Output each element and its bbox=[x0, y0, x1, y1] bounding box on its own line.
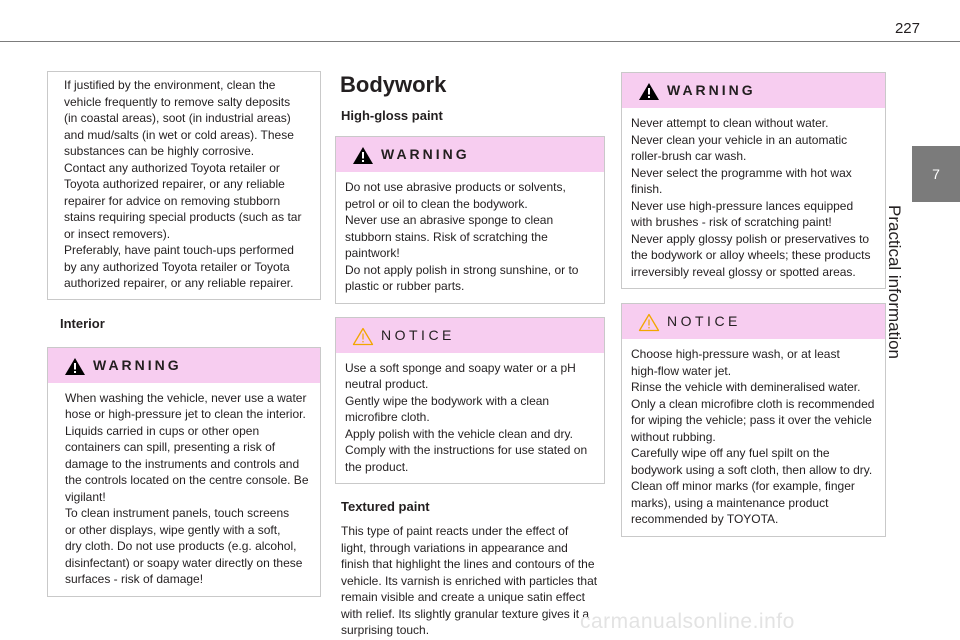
text-line: for wiping the vehicle; pass it over the vehicle bbox=[631, 413, 872, 427]
text-line: surfaces - risk of damage! bbox=[65, 572, 204, 586]
text-line: vehicle. Its varnish is enriched with particles that bbox=[341, 573, 598, 588]
middle-column bbox=[335, 72, 605, 639]
notice-triangle-icon bbox=[638, 313, 660, 337]
text-line: repairer for advice on removing stubborn bbox=[64, 193, 281, 208]
text-line: or insect removers). bbox=[64, 226, 171, 241]
text-line: disinfectant) or soapy water directly on these bbox=[65, 555, 303, 570]
textured-paint-text bbox=[341, 523, 605, 639]
text-line: light, through variations in appearance and bbox=[341, 540, 568, 555]
text-line: substances can be highly corrosive. bbox=[64, 144, 255, 158]
text-line: Rinse the vehicle with demineralised water. bbox=[631, 380, 861, 394]
right-column bbox=[621, 72, 886, 537]
text-line: without rubbing. bbox=[631, 429, 716, 444]
text-line: vehicle frequently to remove salty deposits bbox=[64, 94, 291, 109]
notice-label: NOTICE bbox=[667, 313, 741, 329]
warning-text bbox=[622, 108, 885, 288]
text-line: Clean off minor marks (for example, finger bbox=[631, 479, 855, 493]
text-line: Never attempt to clean without water. bbox=[631, 116, 829, 130]
warning-header bbox=[48, 348, 320, 383]
header-rule bbox=[0, 41, 960, 42]
text-line: or other displays, wipe gently with a soft, bbox=[65, 522, 281, 537]
notice-header bbox=[336, 318, 604, 353]
chapter-tab[interactable] bbox=[912, 146, 960, 202]
text-line: Preferably, have paint touch-ups performed bbox=[64, 243, 294, 257]
text-line: bodywork using a soft cloth, then allow to dry. bbox=[631, 462, 873, 477]
warning-header bbox=[622, 73, 885, 108]
text-line: recommended by TOYOTA. bbox=[631, 512, 779, 526]
warning-header bbox=[336, 137, 604, 172]
text-line: Never select the programme with hot wax bbox=[631, 165, 852, 180]
warning-triangle-icon bbox=[352, 146, 374, 170]
text-line: and mud/salts (in wet or cold areas). These bbox=[64, 127, 294, 142]
text-line: Do not use abrasive products or solvents, bbox=[345, 180, 566, 194]
text-line: irreversibly reveal glossy or spotted areas. bbox=[631, 264, 856, 279]
text-line: If justified by the environment, clean the bbox=[64, 78, 276, 92]
chapter-title bbox=[885, 205, 928, 405]
bodywork-title: Bodywork bbox=[340, 72, 447, 97]
interior-heading: Interior bbox=[60, 315, 105, 331]
warning-triangle-icon bbox=[638, 82, 660, 106]
text-line: Gently wipe the bodywork with a clean bbox=[345, 393, 550, 408]
text-line: neutral product. bbox=[345, 377, 429, 391]
notice-header bbox=[622, 304, 885, 339]
text-line: surprising touch. bbox=[341, 623, 430, 637]
notice-text bbox=[622, 339, 885, 536]
text-line: Toyota authorized repairer, or any reliable bbox=[64, 177, 285, 191]
text-line: microfibre cloth. bbox=[345, 410, 430, 424]
warning-text bbox=[336, 172, 604, 303]
text-line: Liquids carried in cups or other open bbox=[65, 423, 260, 438]
text-line: roller-brush car wash. bbox=[631, 149, 747, 163]
text-line: Never clean your vehicle in an automatic bbox=[631, 132, 848, 147]
text-line: Contact any authorized Toyota retailer or bbox=[64, 160, 280, 175]
text-line: paintwork! bbox=[345, 246, 400, 260]
warning-triangle-icon bbox=[64, 357, 86, 381]
warning-label: WARNING bbox=[667, 82, 756, 98]
text-line: the product. bbox=[345, 459, 409, 474]
car-wash-notice-box bbox=[621, 303, 886, 537]
text-line: Never apply glossy polish or preservatives to bbox=[631, 231, 870, 246]
text-line: petrol or oil to clean the bodywork. bbox=[345, 196, 528, 211]
text-line: finish that highlight the lines and contours of the bbox=[341, 557, 595, 571]
car-wash-warning-box bbox=[621, 72, 886, 289]
warning-text bbox=[48, 383, 320, 596]
footer-watermark: carmanualsonline.info bbox=[580, 610, 795, 633]
text-line: remain visible and create a unique satin effect bbox=[341, 590, 585, 604]
bodywork-warning-box bbox=[335, 136, 605, 304]
text-line: Use a soft sponge and soapy water or a pH bbox=[345, 360, 576, 375]
text-line: with brushes - risk of scratching paint! bbox=[631, 215, 832, 229]
text-line: (in coastal areas), soot (in industrial areas) bbox=[64, 111, 291, 125]
text-line: When washing the vehicle, never use a water bbox=[65, 390, 307, 405]
text-line: dry cloth. Do not use products (e.g. alcohol, bbox=[65, 539, 297, 553]
text-line: This type of paint reacts under the effect of bbox=[341, 524, 569, 538]
page-number: 227 bbox=[894, 20, 920, 37]
text-line: Comply with the instructions for use stated on bbox=[345, 443, 588, 457]
cleaning-info-box bbox=[47, 71, 321, 300]
cleaning-info-text bbox=[48, 72, 320, 299]
notice-triangle-icon bbox=[352, 327, 374, 351]
interior-warning-box bbox=[47, 347, 321, 597]
text-line: Never use an abrasive sponge to clean bbox=[345, 213, 554, 227]
text-line: stubborn stains. Risk of scratching the bbox=[345, 229, 548, 244]
warning-label: WARNING bbox=[93, 356, 182, 373]
text-line: containers can spill, presenting a risk of bbox=[65, 440, 276, 454]
text-line: Do not apply polish in strong sunshine, or to bbox=[345, 262, 579, 277]
text-line: high-flow water jet. bbox=[631, 363, 732, 378]
text-line: by any authorized Toyota retailer or Toyota bbox=[64, 259, 290, 274]
text-line: stains requiring special products (such as tar bbox=[64, 210, 302, 224]
text-line: plastic or rubber parts. bbox=[345, 279, 465, 293]
text-line: Only a clean microfibre cloth is recommended bbox=[631, 396, 875, 411]
text-line: To clean instrument panels, touch screens bbox=[65, 506, 290, 520]
bodywork-notice-box bbox=[335, 317, 605, 485]
text-line: the bodywork or alloy wheels; these products bbox=[631, 248, 871, 262]
notice-label: NOTICE bbox=[381, 326, 455, 343]
text-line: Carefully wipe off any fuel spilt on the bbox=[631, 446, 830, 460]
text-line: hose or high-pressure jet to clean the interior. bbox=[65, 407, 306, 421]
text-line: Never use high-pressure lances equipped bbox=[631, 198, 854, 213]
notice-text bbox=[336, 353, 604, 484]
text-line: marks), using a maintenance product bbox=[631, 495, 829, 510]
textured-paint-heading: Textured paint bbox=[341, 499, 430, 514]
text-line: vigilant! bbox=[65, 489, 106, 504]
text-line: Choose high-pressure wash, or at least bbox=[631, 347, 840, 361]
chapter-title-text: Practical information bbox=[885, 205, 904, 360]
left-column bbox=[47, 71, 321, 597]
text-line: the controls located on the centre console. Be bbox=[65, 473, 309, 487]
chapter-number: 7 bbox=[932, 166, 940, 182]
text-line: with relief. Its slightly granular texture gives it a bbox=[341, 606, 590, 621]
text-line: damage to the instruments and controls and bbox=[65, 456, 300, 471]
high-gloss-heading: High-gloss paint bbox=[341, 108, 443, 123]
text-line: authorized repairer, or any reliable repairer. bbox=[64, 276, 294, 290]
text-line: Apply polish with the vehicle clean and dry. bbox=[345, 426, 573, 441]
text-line: finish. bbox=[631, 182, 663, 196]
warning-label: WARNING bbox=[381, 146, 470, 162]
